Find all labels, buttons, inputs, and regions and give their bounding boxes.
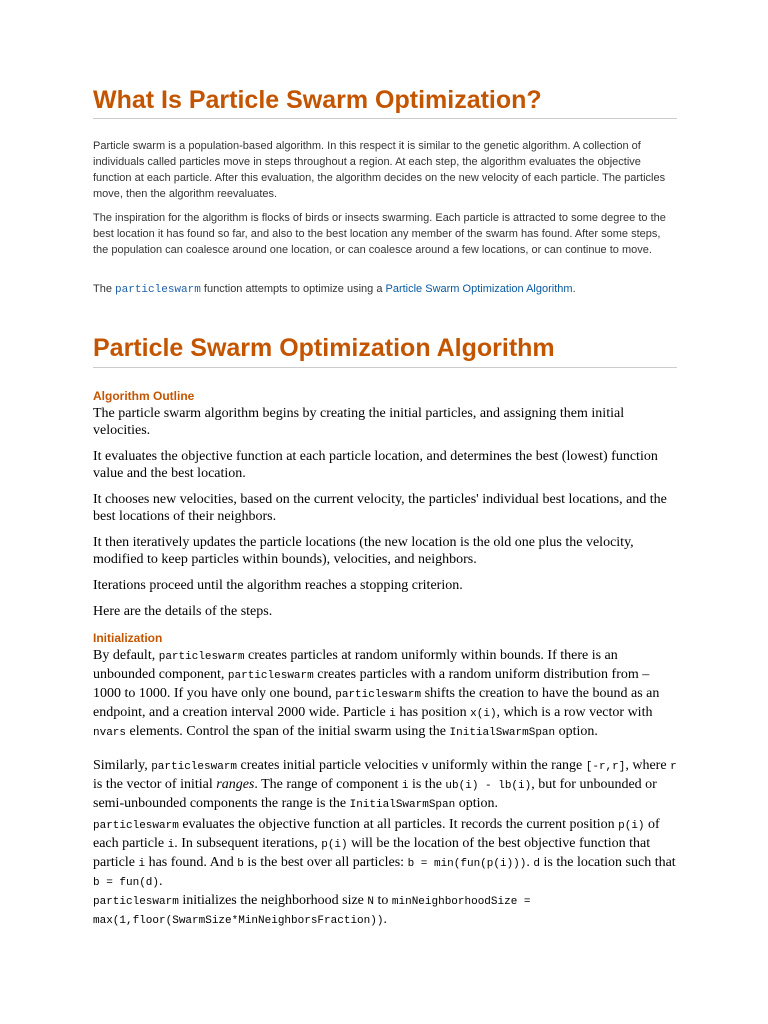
emphasis: ranges [216,777,255,792]
text: , which is a row vector with [496,705,653,720]
inline-code: r [670,761,677,773]
inline-code: particleswarm [93,896,179,908]
text: uniformly within the range [428,758,586,773]
text: has position [395,705,471,720]
initialization-paragraph-3 [93,816,677,892]
inline-code: minNeighborhoodSize = max(1,floor(SwarmSize*MinNeighborsFraction)) [93,896,531,927]
inline-code: InitialSwarmSpan [449,727,556,739]
inline-code: particleswarm [151,761,238,773]
text: . [526,855,534,870]
initialization-paragraph-4 [93,892,677,930]
inline-code: i [389,708,396,720]
text: is the location such that [540,855,676,870]
text: elements. Control the span of the initial swarm using the [126,724,450,739]
inline-code: b = min(fun(p(i))) [407,858,527,870]
text: is the best over all particles: [243,855,408,870]
text: function attempts to optimize using a [200,283,386,295]
text: . [159,874,163,889]
text: has found. And [145,855,238,870]
text: creates particles with a random uniform distribution from –1000 to 1000. If you have only one bound, [93,667,650,701]
outline-paragraph: Iterations proceed until the algorithm reaches a stopping criterion. [93,578,463,593]
intro-paragraph-1: Particle swarm is a population-based algorithm. In this respect it is similar to the genetic algorithm. A collection of individuals called particles move in steps throughout a region. At each step, the algorithm evaluates the objective function at each particle. After this evaluation, the algorithm decides on the new velocity of each particle. The particles move, then the algorithm reevaluates. [93,140,666,200]
initialization-paragraph-2 [93,757,677,814]
title-divider [93,367,677,368]
inline-code: x(i) [470,708,497,720]
text: of each particle [93,817,660,851]
intro-paragraph-2: The inspiration for the algorithm is flocks of birds or insects swarming. Each particle is attracted to some degree to the best location it has found so far, and also to the best location any member of the swarm has found. After some steps, the population can coalesce around one location, or can coalesce around a few locations, or can continue to move. [93,212,666,256]
inline-code: p(i) [321,839,348,851]
inline-code: p(i) [618,820,645,832]
section-title-what-is-pso: What Is Particle Swarm Optimization? [93,86,542,114]
text: will be the location of the best objective function that particle [93,836,651,870]
text: is the vector of initial [93,777,217,792]
text: evaluates the objective function at all particles. It records the current position [178,817,619,832]
inline-code: i [138,858,146,870]
outline-paragraph: It chooses new velocities, based on the current velocity, the particles' individual best locations, and the best locations of their neighbors. [93,492,667,524]
text: . The range of component [254,777,402,792]
text: By default, [93,648,159,663]
heading-algorithm-outline: Algorithm Outline [93,389,195,403]
text: to [374,893,392,908]
text: is the [408,777,446,792]
inline-code: particleswarm [158,651,245,663]
inline-code: i [401,780,409,792]
inline-code: [-r,r] [585,761,626,773]
pso-algorithm-link[interactable]: Particle Swarm Optimization Algorithm [385,283,573,295]
initialization-paragraph-1 [93,647,677,742]
outline-paragraph: Here are the details of the steps. [93,604,273,619]
inline-code: N [367,896,374,908]
text: creates initial particle velocities [237,758,422,773]
text: Similarly, [93,758,152,773]
intro-paragraph-3 [93,281,677,298]
inline-code: ub(i) - lb(i) [445,780,532,792]
text: shifts the creation to have the bound as an endpoint, and a creation interval 2000 wide. Particle [93,686,660,720]
inline-code: d [533,858,540,870]
heading-initialization: Initialization [93,631,163,645]
text: option. [455,796,499,811]
outline-paragraph: It then iteratively updates the particle locations (the new location is the old one plus the velocity, modified to keep particles within bounds), velocities, and neighbors. [93,535,634,567]
inline-code: b [237,858,244,870]
text: . [572,283,576,295]
text: initializes the neighborhood size [178,893,368,908]
text: The [93,283,116,295]
text: option. [555,724,598,739]
inline-code: v [421,761,429,773]
inline-code: b = fun(d) [93,877,160,889]
text: creates particles at random uniformly within bounds. If there is an unbounded component, [93,648,618,682]
text: , but for unbounded or semi-unbounded components the range is the [93,777,657,811]
title-divider [93,118,677,119]
outline-paragraph: The particle swarm algorithm begins by creating the initial particles, and assigning them initial velocities. [93,406,625,438]
inline-code: particleswarm [335,689,422,701]
outline-paragraph: It evaluates the objective function at each particle location, and determines the best (lowest) function value and the best location. [93,449,658,481]
section-title-pso-algorithm: Particle Swarm Optimization Algorithm [93,334,555,362]
inline-code[interactable]: particleswarm [115,284,201,296]
inline-code: nvars [93,727,127,739]
text: . [383,912,387,927]
text: . In subsequent iterations, [174,836,322,851]
inline-code: i [167,839,175,851]
text: , where [625,758,671,773]
inline-code: InitialSwarmSpan [349,799,456,811]
inline-code: particleswarm [93,820,179,832]
inline-code: particleswarm [227,670,314,682]
